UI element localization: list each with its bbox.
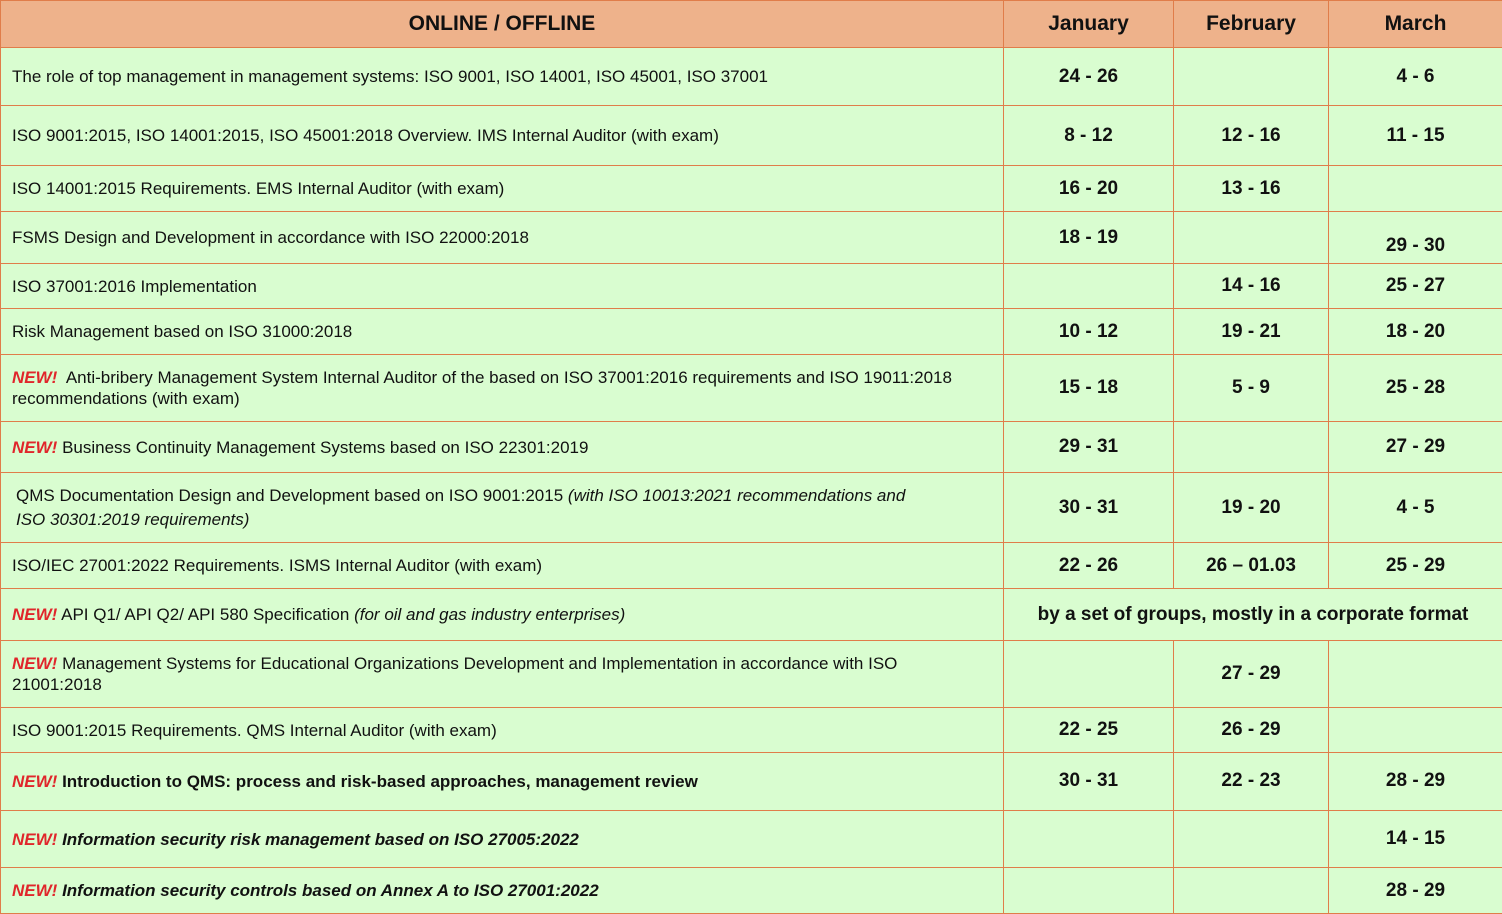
course-title: Management Systems for Educational Organizations Development and Implementation in accordance with ISO 21001:2018 — [12, 654, 897, 694]
january-dates: 10 - 12 — [1004, 309, 1174, 355]
march-dates: 4 - 6 — [1329, 48, 1502, 106]
table-row — [1, 641, 1502, 708]
march-dates — [1329, 708, 1502, 753]
march-dates: 11 - 15 — [1329, 106, 1502, 166]
march-dates: 18 - 20 — [1329, 309, 1502, 355]
february-column-header: February — [1174, 1, 1329, 48]
february-dates: 13 - 16 — [1174, 166, 1329, 212]
course-title: ISO 37001:2016 Implementation — [1, 264, 1004, 309]
february-dates: 26 – 01.03 — [1174, 543, 1329, 589]
march-dates: 27 - 29 — [1329, 422, 1502, 473]
march-dates: 14 - 15 — [1329, 811, 1502, 868]
course-title: Risk Management based on ISO 31000:2018 — [1, 309, 1004, 355]
march-column-header: March — [1329, 1, 1502, 48]
table-header-row — [1, 1, 1502, 48]
march-dates: 25 - 29 — [1329, 543, 1502, 589]
new-badge: NEW! — [12, 772, 57, 791]
january-dates: 29 - 31 — [1004, 422, 1174, 473]
january-dates — [1004, 811, 1174, 868]
february-dates: 26 - 29 — [1174, 708, 1329, 753]
course-title: Anti-bribery Management System Internal Auditor of the based on ISO 37001:2016 requirements and ISO 19011:2018 recommendations (with exam) — [12, 368, 952, 408]
january-dates: 22 - 26 — [1004, 543, 1174, 589]
new-badge: NEW! — [12, 654, 57, 673]
january-dates: 30 - 31 — [1004, 753, 1174, 811]
march-dates: 28 - 29 — [1329, 753, 1502, 811]
course-title: FSMS Design and Development in accordance with ISO 22000:2018 — [1, 212, 1004, 264]
new-badge: NEW! — [12, 368, 57, 387]
table-row — [1, 166, 1502, 212]
february-dates: 19 - 21 — [1174, 309, 1329, 355]
course-title-cell — [1, 355, 1004, 422]
course-title: Information security controls based on Annex A to ISO 27001:2022 — [62, 881, 599, 900]
january-column-header: January — [1004, 1, 1174, 48]
february-dates: 19 - 20 — [1174, 473, 1329, 543]
february-dates: 5 - 9 — [1174, 355, 1329, 422]
march-dates: 25 - 28 — [1329, 355, 1502, 422]
schedule-note: by a set of groups, mostly in a corporate format — [1004, 589, 1502, 641]
course-title-cell — [1, 589, 1004, 641]
march-dates — [1329, 641, 1502, 708]
course-title: ISO 9001:2015, ISO 14001:2015, ISO 45001:2018 Overview. IMS Internal Auditor (with exam) — [1, 106, 1004, 166]
course-title: Business Continuity Management Systems based on ISO 22301:2019 — [62, 438, 588, 457]
table-row — [1, 543, 1502, 589]
january-dates — [1004, 868, 1174, 914]
course-title-cell — [1, 641, 1004, 708]
table-row — [1, 212, 1502, 264]
january-dates — [1004, 264, 1174, 309]
february-dates: 22 - 23 — [1174, 753, 1329, 811]
course-title: ISO/IEC 27001:2022 Requirements. ISMS Internal Auditor (with exam) — [1, 543, 1004, 589]
table-row — [1, 355, 1502, 422]
new-badge: NEW! — [12, 438, 57, 457]
march-dates: 25 - 27 — [1329, 264, 1502, 309]
course-title: The role of top management in management systems: ISO 9001, ISO 14001, ISO 45001, ISO 37001 — [1, 48, 1004, 106]
january-dates: 22 - 25 — [1004, 708, 1174, 753]
course-title: ISO 14001:2015 Requirements. EMS Internal Auditor (with exam) — [1, 166, 1004, 212]
course-title-cell — [1, 473, 1004, 543]
table-row — [1, 422, 1502, 473]
february-dates: 14 - 16 — [1174, 264, 1329, 309]
february-dates — [1174, 422, 1329, 473]
february-dates: 27 - 29 — [1174, 641, 1329, 708]
table-row — [1, 589, 1502, 641]
new-badge: NEW! — [12, 881, 57, 900]
february-dates — [1174, 48, 1329, 106]
table-row — [1, 48, 1502, 106]
january-dates: 16 - 20 — [1004, 166, 1174, 212]
table-row — [1, 811, 1502, 868]
course-title-note: (for oil and gas industry enterprises) — [354, 605, 625, 624]
course-title: API Q1/ API Q2/ API 580 Specification — [61, 605, 349, 624]
course-title: QMS Documentation Design and Development based on ISO 9001:2015 — [16, 486, 563, 505]
january-dates — [1004, 641, 1174, 708]
table-row — [1, 264, 1502, 309]
course-title-cell — [1, 422, 1004, 473]
course-title-cell — [1, 811, 1004, 868]
course-column-header: ONLINE / OFFLINE — [1, 1, 1004, 48]
february-dates — [1174, 811, 1329, 868]
march-dates: 4 - 5 — [1329, 473, 1502, 543]
march-dates — [1329, 166, 1502, 212]
table-row — [1, 753, 1502, 811]
course-title-cell — [1, 753, 1004, 811]
march-dates: 29 - 30 — [1329, 212, 1502, 264]
january-dates: 8 - 12 — [1004, 106, 1174, 166]
january-dates: 24 - 26 — [1004, 48, 1174, 106]
table-row — [1, 106, 1502, 166]
table-row — [1, 708, 1502, 753]
course-title: Introduction to QMS: process and risk-based approaches, management review — [62, 772, 698, 791]
january-dates: 18 - 19 — [1004, 212, 1174, 264]
new-badge: NEW! — [12, 830, 57, 849]
course-title-cell — [1, 868, 1004, 914]
table-row — [1, 473, 1502, 543]
february-dates: 12 - 16 — [1174, 106, 1329, 166]
course-title: ISO 9001:2015 Requirements. QMS Internal Auditor (with exam) — [1, 708, 1004, 753]
february-dates — [1174, 212, 1329, 264]
february-dates — [1174, 868, 1329, 914]
course-title-note: (with ISO 10013:2021 recommendations and ISO 30301:2019 requirements) — [16, 486, 905, 529]
january-dates: 30 - 31 — [1004, 473, 1174, 543]
course-title: Information security risk management based on ISO 27005:2022 — [62, 830, 579, 849]
new-badge: NEW! — [12, 605, 57, 624]
table-row — [1, 868, 1502, 914]
table-row — [1, 309, 1502, 355]
march-dates: 28 - 29 — [1329, 868, 1502, 914]
january-dates: 15 - 18 — [1004, 355, 1174, 422]
